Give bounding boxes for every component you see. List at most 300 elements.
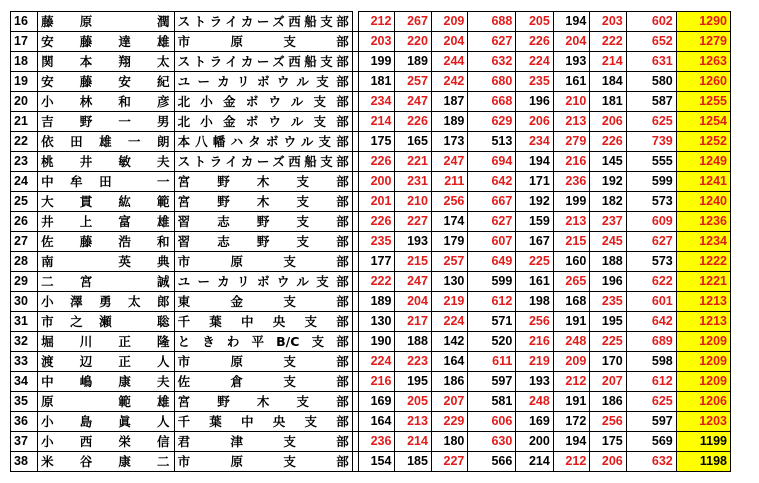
subtotal-cell: 580 [626, 72, 676, 92]
player-name-cell: 佐藤浩和 [38, 232, 174, 252]
total-score-cell: 1263 [676, 52, 730, 72]
game-score-cell: 224 [516, 52, 554, 72]
total-score-cell: 1221 [676, 272, 730, 292]
subtotal-cell: 630 [468, 432, 516, 452]
subtotal-cell: 612 [468, 292, 516, 312]
table-row [11, 172, 731, 192]
game-score-cell: 213 [553, 212, 589, 232]
game-score-cell: 191 [553, 392, 589, 412]
rank-cell: 20 [11, 92, 38, 112]
game-score-cell: 193 [516, 372, 554, 392]
subtotal-cell: 631 [626, 52, 676, 72]
game-score-cell: 201 [358, 192, 394, 212]
subtotal-cell: 627 [468, 212, 516, 232]
game-score-cell: 198 [516, 292, 554, 312]
game-score-cell: 216 [358, 372, 394, 392]
rank-cell: 27 [11, 232, 38, 252]
game-score-cell: 222 [358, 272, 394, 292]
subtotal-cell: 599 [468, 272, 516, 292]
subtotal-cell: 606 [468, 412, 516, 432]
table-row [11, 332, 731, 352]
subtotal-cell: 642 [468, 172, 516, 192]
game-score-cell: 200 [358, 172, 394, 192]
game-score-cell: 173 [431, 132, 467, 152]
game-score-cell: 214 [516, 452, 554, 472]
total-score-cell: 1209 [676, 352, 730, 372]
game-score-cell: 207 [590, 372, 626, 392]
game-score-cell: 191 [553, 312, 589, 332]
game-score-cell: 234 [516, 132, 554, 152]
subtotal-cell: 680 [468, 72, 516, 92]
game-score-cell: 186 [431, 372, 467, 392]
game-score-cell: 172 [553, 412, 589, 432]
player-name-cell: 原 範雄 [38, 392, 174, 412]
table-row [11, 192, 731, 212]
total-score-cell: 1255 [676, 92, 730, 112]
subtotal-cell: 667 [468, 192, 516, 212]
player-name-cell: 依田雄一朗 [38, 132, 174, 152]
subtotal-cell: 587 [626, 92, 676, 112]
table-row [11, 372, 731, 392]
total-score-cell: 1199 [676, 432, 730, 452]
total-score-cell: 1254 [676, 112, 730, 132]
subtotal-cell: 611 [468, 352, 516, 372]
total-score-cell: 1240 [676, 192, 730, 212]
subtotal-cell: 513 [468, 132, 516, 152]
game-score-cell: 248 [553, 332, 589, 352]
game-score-cell: 227 [395, 212, 431, 232]
game-score-cell: 204 [431, 32, 467, 52]
game-score-cell: 257 [395, 72, 431, 92]
game-score-cell: 226 [358, 152, 394, 172]
player-name-cell: 中牟田 一 [38, 172, 174, 192]
branch-cell: ユーカリボウル支部 [174, 72, 352, 92]
player-name-cell: 井上富雄 [38, 212, 174, 232]
game-score-cell: 220 [395, 32, 431, 52]
subtotal-cell: 694 [468, 152, 516, 172]
player-name-cell: 安藤達雄 [38, 32, 174, 52]
game-score-cell: 170 [590, 352, 626, 372]
total-score-cell: 1213 [676, 292, 730, 312]
rank-cell: 33 [11, 352, 38, 372]
game-score-cell: 256 [431, 192, 467, 212]
table-row [11, 92, 731, 112]
game-score-cell: 196 [590, 272, 626, 292]
branch-cell: ストライカーズ西船支部 [174, 12, 352, 32]
branch-cell: ストライカーズ西船支部 [174, 152, 352, 172]
game-score-cell: 214 [358, 112, 394, 132]
game-score-cell: 231 [395, 172, 431, 192]
branch-cell: 宮野木支部 [174, 192, 352, 212]
branch-cell: 宮野木支部 [174, 392, 352, 412]
game-score-cell: 181 [590, 92, 626, 112]
total-score-cell: 1241 [676, 172, 730, 192]
subtotal-cell: 602 [626, 12, 676, 32]
game-score-cell: 177 [358, 252, 394, 272]
game-score-cell: 209 [431, 12, 467, 32]
rank-cell: 34 [11, 372, 38, 392]
total-score-cell: 1222 [676, 252, 730, 272]
player-name-cell: 小澤勇太郎 [38, 292, 174, 312]
game-score-cell: 145 [590, 152, 626, 172]
subtotal-cell: 625 [626, 392, 676, 412]
game-score-cell: 219 [516, 352, 554, 372]
table-row [11, 352, 731, 372]
subtotal-cell: 632 [626, 452, 676, 472]
rank-cell: 26 [11, 212, 38, 232]
table-row [11, 272, 731, 292]
game-score-cell: 203 [358, 32, 394, 52]
subtotal-cell: 520 [468, 332, 516, 352]
game-score-cell: 214 [395, 432, 431, 452]
total-score-cell: 1198 [676, 452, 730, 472]
game-score-cell: 167 [516, 232, 554, 252]
total-score-cell: 1252 [676, 132, 730, 152]
rank-cell: 21 [11, 112, 38, 132]
game-score-cell: 171 [516, 172, 554, 192]
table-row [11, 12, 731, 32]
player-name-cell: 小島眞人 [38, 412, 174, 432]
table-row [11, 292, 731, 312]
game-score-cell: 242 [431, 72, 467, 92]
game-score-cell: 203 [590, 12, 626, 32]
game-score-cell: 265 [553, 272, 589, 292]
game-score-cell: 188 [590, 252, 626, 272]
subtotal-cell: 607 [468, 232, 516, 252]
branch-cell: 市原支部 [174, 32, 352, 52]
game-score-cell: 188 [395, 332, 431, 352]
subtotal-cell: 597 [468, 372, 516, 392]
game-score-cell: 235 [358, 232, 394, 252]
branch-cell: 宮野木支部 [174, 172, 352, 192]
subtotal-cell: 597 [626, 412, 676, 432]
table-row [11, 32, 731, 52]
game-score-cell: 221 [395, 152, 431, 172]
rank-cell: 22 [11, 132, 38, 152]
game-score-cell: 196 [516, 92, 554, 112]
table-row [11, 312, 731, 332]
subtotal-cell: 573 [626, 192, 676, 212]
rank-cell: 23 [11, 152, 38, 172]
rank-cell: 16 [11, 12, 38, 32]
branch-cell: 北小金ボウル支部 [174, 92, 352, 112]
player-name-cell: 安藤安紀 [38, 72, 174, 92]
table-row [11, 112, 731, 132]
game-score-cell: 189 [395, 52, 431, 72]
game-score-cell: 206 [590, 112, 626, 132]
game-score-cell: 142 [431, 332, 467, 352]
player-name-cell: 米谷康二 [38, 452, 174, 472]
game-score-cell: 213 [553, 112, 589, 132]
game-score-cell: 222 [590, 32, 626, 52]
total-score-cell: 1209 [676, 372, 730, 392]
game-score-cell: 189 [358, 292, 394, 312]
game-score-cell: 169 [516, 412, 554, 432]
game-score-cell: 236 [553, 172, 589, 192]
game-score-cell: 204 [553, 32, 589, 52]
game-score-cell: 161 [516, 272, 554, 292]
rank-cell: 31 [11, 312, 38, 332]
game-score-cell: 226 [516, 32, 554, 52]
branch-cell: 北小金ボウル支部 [174, 112, 352, 132]
rank-cell: 25 [11, 192, 38, 212]
branch-cell: ときわ平B/C支部 [174, 332, 352, 352]
branch-cell: 佐倉支部 [174, 372, 352, 392]
total-score-cell: 1236 [676, 212, 730, 232]
total-score-cell: 1279 [676, 32, 730, 52]
rank-cell: 38 [11, 452, 38, 472]
game-score-cell: 211 [431, 172, 467, 192]
game-score-cell: 192 [516, 192, 554, 212]
subtotal-cell: 569 [626, 432, 676, 452]
subtotal-cell: 598 [626, 352, 676, 372]
rank-cell: 18 [11, 52, 38, 72]
table-row [11, 432, 731, 452]
game-score-cell: 193 [395, 232, 431, 252]
game-score-cell: 192 [590, 172, 626, 192]
game-score-cell: 216 [516, 332, 554, 352]
total-score-cell: 1260 [676, 72, 730, 92]
rank-cell: 37 [11, 432, 38, 452]
game-score-cell: 180 [431, 432, 467, 452]
subtotal-cell: 739 [626, 132, 676, 152]
table-row [11, 232, 731, 252]
game-score-cell: 175 [590, 432, 626, 452]
player-name-cell: 堀川正隆 [38, 332, 174, 352]
subtotal-cell: 609 [626, 212, 676, 232]
game-score-cell: 190 [358, 332, 394, 352]
player-name-cell: 藤原 潤 [38, 12, 174, 32]
game-score-cell: 205 [395, 392, 431, 412]
game-score-cell: 235 [516, 72, 554, 92]
game-score-cell: 204 [395, 292, 431, 312]
player-name-cell: 南 英典 [38, 252, 174, 272]
game-score-cell: 164 [431, 352, 467, 372]
total-score-cell: 1209 [676, 332, 730, 352]
game-score-cell: 160 [553, 252, 589, 272]
player-name-cell: 市之瀬 聡 [38, 312, 174, 332]
game-score-cell: 227 [431, 452, 467, 472]
game-score-cell: 212 [553, 452, 589, 472]
player-name-cell: 小西栄信 [38, 432, 174, 452]
game-score-cell: 214 [590, 52, 626, 72]
subtotal-cell: 622 [626, 272, 676, 292]
game-score-cell: 235 [590, 292, 626, 312]
game-score-cell: 247 [431, 152, 467, 172]
game-score-cell: 248 [516, 392, 554, 412]
subtotal-cell: 581 [468, 392, 516, 412]
table-row [11, 72, 731, 92]
game-score-cell: 199 [358, 52, 394, 72]
score-table [10, 11, 731, 472]
branch-cell: 君津支部 [174, 432, 352, 452]
branch-cell: 市原支部 [174, 452, 352, 472]
game-score-cell: 210 [553, 92, 589, 112]
game-score-cell: 244 [431, 52, 467, 72]
game-score-cell: 195 [395, 372, 431, 392]
branch-cell: 習志野支部 [174, 232, 352, 252]
game-score-cell: 245 [590, 232, 626, 252]
rank-cell: 17 [11, 32, 38, 52]
branch-cell: ストライカーズ西船支部 [174, 52, 352, 72]
game-score-cell: 195 [590, 312, 626, 332]
player-name-cell: 桃井敏夫 [38, 152, 174, 172]
game-score-cell: 256 [590, 412, 626, 432]
game-score-cell: 212 [553, 372, 589, 392]
rank-cell: 28 [11, 252, 38, 272]
game-score-cell: 247 [395, 92, 431, 112]
game-score-cell: 130 [431, 272, 467, 292]
player-name-cell: 小林和彦 [38, 92, 174, 112]
table-row [11, 152, 731, 172]
game-score-cell: 215 [395, 252, 431, 272]
subtotal-cell: 642 [626, 312, 676, 332]
game-score-cell: 168 [553, 292, 589, 312]
game-score-cell: 209 [553, 352, 589, 372]
table-row [11, 132, 731, 152]
game-score-cell: 185 [395, 452, 431, 472]
subtotal-cell: 627 [626, 232, 676, 252]
total-score-cell: 1206 [676, 392, 730, 412]
subtotal-cell: 625 [626, 112, 676, 132]
branch-cell: 千葉中央支部 [174, 412, 352, 432]
player-name-cell: 渡辺正人 [38, 352, 174, 372]
branch-cell: ユーカリボウル支部 [174, 272, 352, 292]
subtotal-cell: 689 [626, 332, 676, 352]
game-score-cell: 225 [590, 332, 626, 352]
rank-cell: 24 [11, 172, 38, 192]
game-score-cell: 206 [516, 112, 554, 132]
game-score-cell: 130 [358, 312, 394, 332]
table-row [11, 52, 731, 72]
game-score-cell: 256 [516, 312, 554, 332]
game-score-cell: 225 [516, 252, 554, 272]
game-score-cell: 187 [431, 92, 467, 112]
branch-cell: 市原支部 [174, 352, 352, 372]
game-score-cell: 224 [431, 312, 467, 332]
game-score-cell: 226 [395, 112, 431, 132]
game-score-cell: 247 [395, 272, 431, 292]
rank-cell: 32 [11, 332, 38, 352]
game-score-cell: 226 [358, 212, 394, 232]
game-score-cell: 200 [516, 432, 554, 452]
subtotal-cell: 649 [468, 252, 516, 272]
game-score-cell: 175 [358, 132, 394, 152]
game-score-cell: 267 [395, 12, 431, 32]
subtotal-cell: 652 [626, 32, 676, 52]
game-score-cell: 193 [553, 52, 589, 72]
game-score-cell: 229 [431, 412, 467, 432]
total-score-cell: 1249 [676, 152, 730, 172]
game-score-cell: 210 [395, 192, 431, 212]
subtotal-cell: 599 [626, 172, 676, 192]
subtotal-cell: 566 [468, 452, 516, 472]
total-score-cell: 1290 [676, 12, 730, 32]
game-score-cell: 206 [590, 452, 626, 472]
subtotal-cell: 573 [626, 252, 676, 272]
game-score-cell: 234 [358, 92, 394, 112]
player-name-cell: 吉野一男 [38, 112, 174, 132]
game-score-cell: 164 [358, 412, 394, 432]
game-score-cell: 194 [553, 12, 589, 32]
game-score-cell: 174 [431, 212, 467, 232]
game-score-cell: 223 [395, 352, 431, 372]
game-score-cell: 184 [590, 72, 626, 92]
game-score-cell: 161 [553, 72, 589, 92]
game-score-cell: 215 [553, 232, 589, 252]
rank-cell: 35 [11, 392, 38, 412]
game-score-cell: 194 [553, 432, 589, 452]
game-score-cell: 219 [431, 292, 467, 312]
rank-cell: 36 [11, 412, 38, 432]
game-score-cell: 181 [358, 72, 394, 92]
game-score-cell: 194 [516, 152, 554, 172]
player-name-cell: 関本翔太 [38, 52, 174, 72]
rank-cell: 19 [11, 72, 38, 92]
rank-cell: 29 [11, 272, 38, 292]
game-score-cell: 236 [358, 432, 394, 452]
game-score-cell: 216 [553, 152, 589, 172]
subtotal-cell: 632 [468, 52, 516, 72]
subtotal-cell: 668 [468, 92, 516, 112]
table-row [11, 212, 731, 232]
game-score-cell: 217 [395, 312, 431, 332]
rank-cell: 30 [11, 292, 38, 312]
game-score-cell: 237 [590, 212, 626, 232]
game-score-cell: 279 [553, 132, 589, 152]
subtotal-cell: 555 [626, 152, 676, 172]
game-score-cell: 199 [553, 192, 589, 212]
game-score-cell: 207 [431, 392, 467, 412]
game-score-cell: 182 [590, 192, 626, 212]
table-row [11, 452, 731, 472]
game-score-cell: 159 [516, 212, 554, 232]
table-row [11, 392, 731, 412]
subtotal-cell: 601 [626, 292, 676, 312]
game-score-cell: 186 [590, 392, 626, 412]
branch-cell: 市原支部 [174, 252, 352, 272]
player-name-cell: 中嶋康夫 [38, 372, 174, 392]
player-name-cell: 大貫紘範 [38, 192, 174, 212]
game-score-cell: 189 [431, 112, 467, 132]
game-score-cell: 257 [431, 252, 467, 272]
subtotal-cell: 571 [468, 312, 516, 332]
table-row [11, 252, 731, 272]
game-score-cell: 165 [395, 132, 431, 152]
game-score-cell: 169 [358, 392, 394, 412]
subtotal-cell: 629 [468, 112, 516, 132]
game-score-cell: 212 [358, 12, 394, 32]
subtotal-cell: 688 [468, 12, 516, 32]
game-score-cell: 179 [431, 232, 467, 252]
game-score-cell: 226 [590, 132, 626, 152]
subtotal-cell: 612 [626, 372, 676, 392]
player-name-cell: 二宮 誠 [38, 272, 174, 292]
total-score-cell: 1213 [676, 312, 730, 332]
subtotal-cell: 627 [468, 32, 516, 52]
branch-cell: 千葉中央支部 [174, 312, 352, 332]
total-score-cell: 1203 [676, 412, 730, 432]
total-score-cell: 1234 [676, 232, 730, 252]
branch-cell: 本八幡ハタボウル支部 [174, 132, 352, 152]
game-score-cell: 224 [358, 352, 394, 372]
game-score-cell: 205 [516, 12, 554, 32]
branch-cell: 東金支部 [174, 292, 352, 312]
branch-cell: 習志野支部 [174, 212, 352, 232]
game-score-cell: 154 [358, 452, 394, 472]
table-row [11, 412, 731, 432]
game-score-cell: 213 [395, 412, 431, 432]
